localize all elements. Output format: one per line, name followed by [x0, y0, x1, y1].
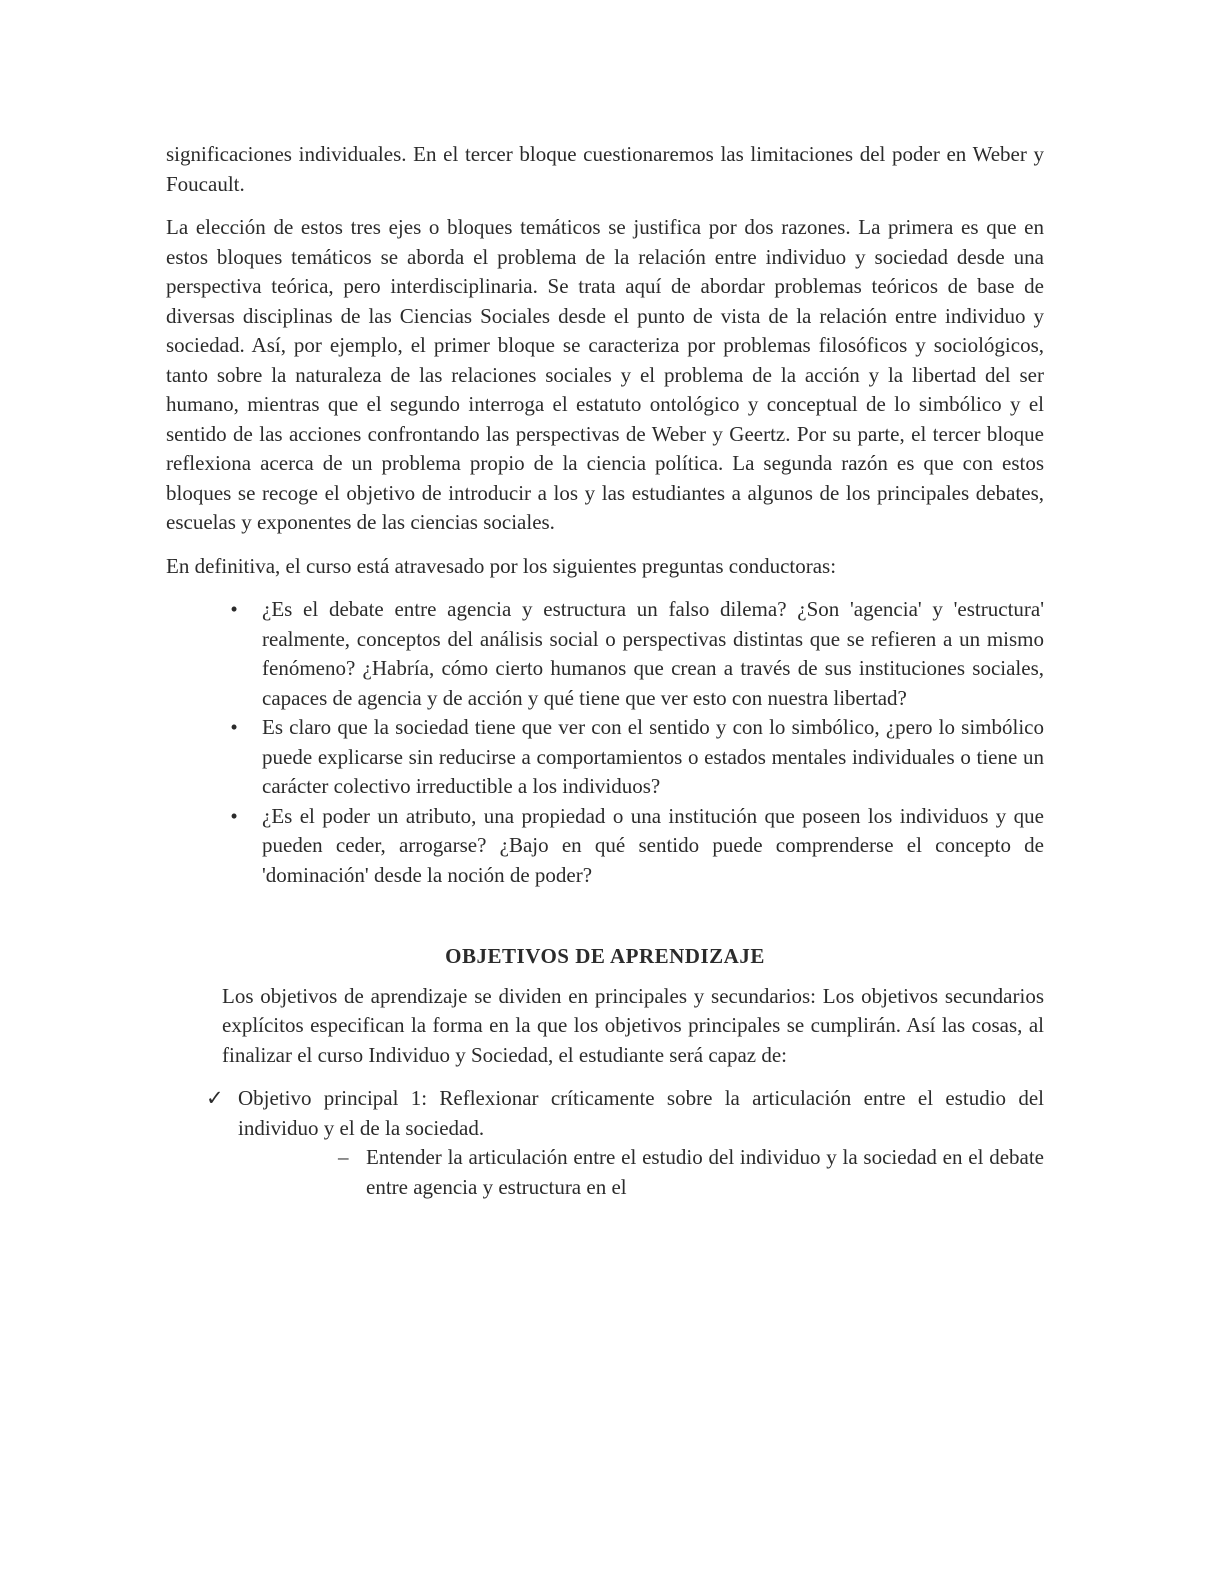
question-text: Es claro que la sociedad tiene que ver con el sentido y con lo simbólico, ¿pero lo simbólico puede explicarse sin reducirse a comportamientos o estados mentales individuales o tiene un carácter colectivo irreductible a los individuos?	[262, 715, 1044, 798]
sub-objective-text: Entender la articulación entre el estudio del individuo y la sociedad en el debate entre agencia y estructura en el	[366, 1145, 1044, 1199]
intro-paragraph-2: La elección de estos tres ejes o bloques temáticos se justifica por dos razones. La primera es que en estos bloques temáticos se aborda el problema de la relación entre individuo y sociedad desde una perspectiva teórica, pero interdisciplinaria. Se trata aquí de abordar problemas teóricos de base de diversas disciplinas de las Ciencias Sociales desde el punto de vista de la relación entre individuo y sociedad. Así, por ejemplo, el primer bloque se caracteriza por problemas filosóficos y sociológicos, tanto sobre la naturaleza de las relaciones sociales y el problema de la acción y la libertad del ser humano, mientras que el segundo interroga el estatuto ontológico y conceptual de lo simbólico y el sentido de las acciones confrontando las perspectivas de Weber y Geertz. Por su parte, el tercer bloque reflexiona acerca de un problema propio de la ciencia política. La segunda razón es que con estos bloques se recoge el objetivo de introducir a los y las estudiantes a algunos de los principales debates, escuelas y exponentes de las ciencias sociales.	[166, 215, 1044, 534]
question-text: ¿Es el poder un atributo, una propiedad o una institución que poseen los individuos y que pueden ceder, arrogarse? ¿Bajo en qué sentido puede comprenderse el concepto de 'dominación' desde la noción de poder?	[262, 803, 1044, 887]
bullet-icon: •	[230, 597, 238, 621]
main-objective-text: Objetivo principal 1: Reflexionar críticamente sobre la articulación entre el estudio del individuo y el de la sociedad.	[238, 1086, 1044, 1140]
section-title: OBJETIVOS DE APRENDIZAJE	[445, 944, 765, 968]
bullet-icon: •	[230, 715, 238, 739]
dash-icon: –	[338, 1145, 349, 1169]
checkmark-icon: ✓	[206, 1086, 224, 1110]
guiding-questions-list	[166, 595, 1044, 890]
intro-paragraph-3: En definitiva, el curso está atravesado por los siguientes preguntas conductoras:	[166, 553, 837, 578]
objectives-intro-paragraph: Los objetivos de aprendizaje se dividen en principales y secundarios: Los objetivos secundarios explícitos especifican la forma en la que los objetivos principales se cumplirán. Así las cosas, al finalizar el curso Individuo y Sociedad, el estudiante será capaz de:	[222, 983, 1044, 1067]
sub-objectives-list	[166, 1143, 1044, 1202]
main-objective	[206, 1084, 1044, 1143]
bullet-icon: •	[230, 803, 238, 828]
question-text: ¿Es el debate entre agencia y estructura un falso dilema? ¿Son 'agencia' y 'estructura' realmente, conceptos del análisis social o perspectivas distintas que se refieren a un mismo fenómeno? ¿Habría, cómo cierto humanos que crean a través de sus instituciones sociales, capaces de agencia y de acción y qué tiene que ver esto con nuestra libertad?	[262, 597, 1044, 710]
document-page	[166, 140, 1044, 1202]
list-item	[338, 1143, 1044, 1202]
list-item	[230, 802, 1044, 891]
list-item	[230, 595, 1044, 713]
list-item	[230, 713, 1044, 802]
intro-paragraph-1: significaciones individuales. En el tercer bloque cuestionaremos las limitaciones del poder en Weber y Foucault.	[166, 142, 1044, 196]
